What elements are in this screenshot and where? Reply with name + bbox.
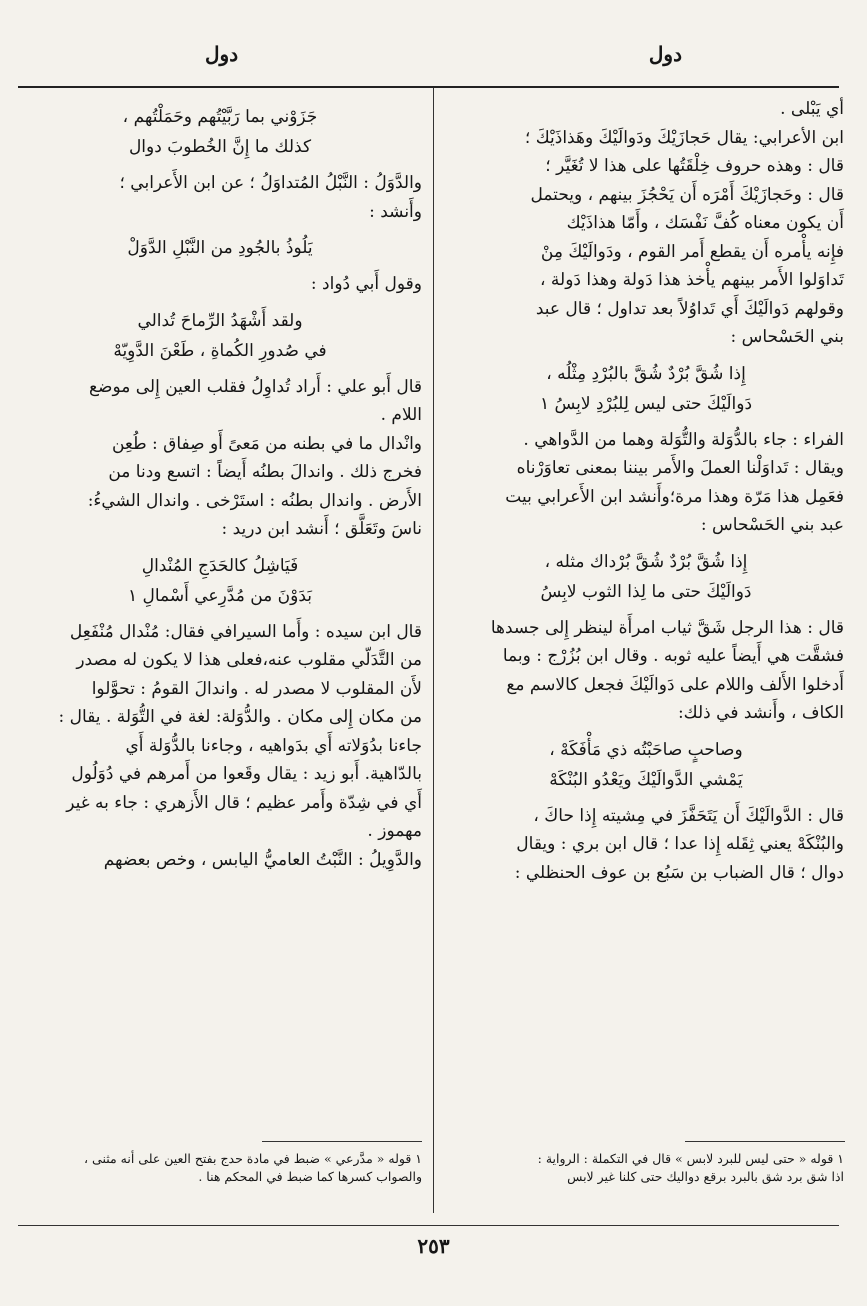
paragraph [448,802,844,888]
footnote-line: ١ قوله « حتى ليس للبرد لابس » قال في التكملة : الرواية : [537,1151,844,1166]
text-line: أي يَبْلى . [780,99,844,119]
text-line: تَداوَلوا الأَمر بينهم يأْخذ هذا دَولة وهذا دَولة ، [540,270,844,290]
verse-line: في صُدورِ الكُماةِ ، طَعْنَ الدَّوِيّهْ [113,340,327,361]
verse-block [18,103,422,161]
footnote-line: ١ قوله « مدَّرعي » ضبط في مادة حدج بفتح العين على أنه مثنى ، [84,1151,422,1166]
verse-block [448,736,844,794]
text-line: ناسَ وتَعَلَّق ؛ أَنشد ابن دريد : [221,519,422,539]
text-line: قال : وهذه حروف خِلْقَتُها على هذا لا تُغَيَّر ؛ [545,156,844,176]
text-line: أَي في شِدّة وأَمر عظيم ؛ قال الأَزهري : جاء به غير [66,792,422,813]
verse-block [448,548,844,606]
text-line: فخرج ذلك . واندالَ بطنُه أَيضاً : اتسع ودنا من [108,462,422,482]
text-line: فإِنه يأْمره أَن يقطع أَمر القوم ، ودَوالَيْكَ مِنْ [540,241,844,262]
text-line: والبُنْكَهْ يعني ثِقَله إِذا عدا ؛ قال ابن بري : ويقال [516,834,844,854]
footnote-rule [262,1141,422,1142]
text-line: وانْدال ما في بطنه من مَعىً أَو صِفاق : طُعِن [111,433,422,454]
footnote-line: اذا شق برد شق بالبرد برقع دواليك حتى كلنا غير لابس [567,1169,844,1184]
text-line: جاءنا بدُوَلاته أَي بدَواهيه ، وجاءنا بالدُّوَلة أَي [125,735,422,756]
paragraph [448,426,844,540]
text-line: وقولهم دَوالَيْكَ أَي تَداوُلاً بعد تداول ؛ قال عبد [535,298,844,319]
verse-line: إِذا شُقَّ بُرْدٌ شُقَّ بالبُرْدِ مِثْلُه ، [546,363,746,384]
verse-block [18,234,422,262]
text-line: الأَرض . واندال بطنُه : استَرْخى . واندال الشيءُ: [87,490,422,511]
verse-line: ولقد أَشْهَدُ الرِّماحَ تُدالي [137,310,303,331]
verse-line: بَدَوْنَ من مُدَّرِعي أَسْمالِ ١ [127,585,313,606]
page-number: ٢٥٣ [417,1234,450,1258]
text-line: عبد بني الحَسْحاس : [700,515,844,535]
paragraph [18,169,422,226]
running-head-right: دول [648,42,682,66]
verse-line: إِذا شُقَّ بُرْدٌ شُقَّ بُرْداك مثله ، [544,551,748,572]
footnote-line: والصواب كسرها كما ضبط في المحكم هنا . [198,1169,422,1184]
text-line: بني الحَسْحاس : [730,327,844,347]
paragraph [448,95,844,352]
text-line: قال : وحَجازَيْكَ أَمْرَه أَن يَحْجُزَ بينهم ، ويحتمل [530,184,844,205]
verse-line: يَمْشي الدَّوالَيْكَ ويَعْدُو البُنْكَهْ [549,769,743,790]
verse-line: دَوالَيْكَ حتى ليس لِلبُرْدِ لابِسُ ١ [539,393,753,414]
bottom-rule [18,1225,839,1226]
text-line: وقول أَبي دُواد : [310,274,422,294]
text-line: والدَّوَلُ : النَّبْلُ المُتداوَلُ ؛ عن ابن الأَعرابي ؛ [119,173,422,193]
text-line: قال ابن سيده : وأَما السيرافي فقال: مُنْدال مُنْفَعِل [69,621,422,642]
text-line: قال أَبو علي : أَراد تُداوِلُ فقلب العين إِلى موضع [88,376,422,397]
text-line: الفراء : جاء بالدُّوَلة والتُّوَلة وهما من الدَّواهي . [523,429,844,450]
text-line: فعَمِل هذا مَرّة وهذا مرة؛وأَنشد ابن الأَعرابي بيت [505,486,844,507]
left-column [18,95,422,874]
verse-block [18,552,422,610]
text-line: قال : الدَّوالَيْكَ أَن يَتَحَفَّزَ في مِشيته إِذا حاكَ ، [533,805,844,826]
text-line: لأَن المقلوب لا مصدر له . واندالَ القومُ : تحوَّلوا [91,678,422,699]
verse-block [18,307,422,365]
text-line: من التَّدَلّي مقلوب عنه،فعلى هذا لا يكون له مصدر [76,650,422,670]
top-rule [18,86,839,88]
text-line: فشقَّت هي أَيضاً عليه ثوبه . وقال ابن بُزُرْج : وبما [502,646,844,666]
paragraph [18,270,422,299]
text-line: أَن يكون معناه كُفَّ نَفْسَك ، وأَمّا هذاذَيْك [566,213,844,233]
verse-line: جَزَوْني بما رَبَّيْتُهم وحَمَلْتُهم ، [122,107,318,127]
text-line: وأَنشد : [369,201,422,222]
text-line: ويقال : تَداوَلْنا العملَ والأَمر بيننا بمعنى تعاوَرْناه [516,458,844,478]
paragraph [18,373,422,544]
running-head-left: دول [205,42,239,66]
footnote-left [18,1150,422,1186]
text-line: أَدخلوا الأَلف واللام على دَوالَيْكَ فجعل كالاسم مع [506,674,844,695]
text-line: والدَّوِيلُ : النَّبْتُ العاميُّ اليابس ، وخص بعضهم [103,849,422,870]
text-line: اللام . [380,405,422,425]
right-column [448,95,844,887]
verse-line: يَلُوذُ بالجُودِ من النَّبْلِ الدَّوَلْ [127,238,313,258]
text-line: من مكان إِلى مكان . والدُّوَلة: لغة في التُّوَلة . يقال : [58,707,422,727]
text-line: قال : هذا الرجل شَقَّ ثياب امرأَة لينظر إِلى جسدها [490,617,844,638]
footnote-rule [685,1141,845,1142]
text-line: بالدّاهية. أَبو زيد : يقال وقَعوا من أَمرهم في دُوَلُول [71,764,422,784]
paragraph [448,614,844,728]
text-line: الكاف ، وأَنشد في ذلك: [677,703,844,723]
verse-line: وصاحبٍ صاحَبْتُه ذي مَأْفَكَهْ ، [549,739,743,760]
text-line: مهموز . [367,821,422,841]
verse-line: فَيَاشِلُ كالحَدَجِ المُنْدالِ [141,555,299,576]
paragraph [18,618,422,875]
text-line: ابن الأعرابي: يقال حَجازَيْكَ ودَوالَيْكَ وهَذاذَيْكَ ؛ [524,127,844,148]
column-divider [433,88,434,1213]
footnote-right [448,1150,844,1186]
verse-block [448,360,844,418]
text-line: دوال ؛ قال الضباب بن سَبُع بن عوف الحنظلي : [514,862,844,883]
verse-line: كذلك ما إِنَّ الخُطوبَ دوال [128,137,312,157]
verse-line: دَوالَيْكَ حتى ما لِذا الثوب لابِسُ [540,581,752,602]
